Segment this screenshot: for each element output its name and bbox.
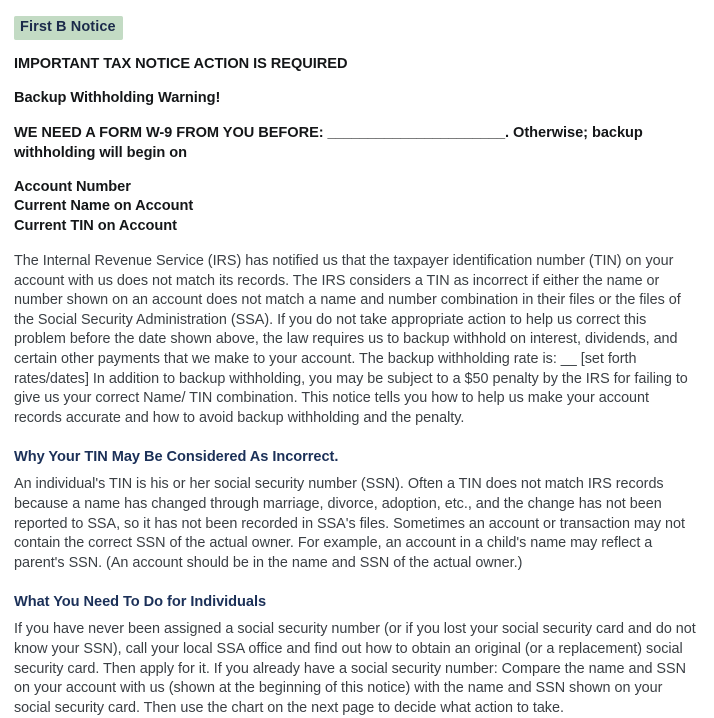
notice-headline: IMPORTANT TAX NOTICE ACTION IS REQUIRED <box>14 55 348 72</box>
intro-paragraph: The Internal Revenue Service (IRS) has notified us that the taxpayer identification number (TIN) on your account with us does not match its records. The IRS considers a TIN as incorrect if either the name or number shown on an account does not match a name and number combination in their files or the files of the Social Security Administration (SSA). If you do not take appropriate action to help us correct this problem before the date shown above, the law requires us to backup withhold on interest, dividends, and certain other payments that we make to your account. The backup withholding rate is: __ [set forth rates/dates] In addition to backup withholding, you may be subject to a $50 penalty by the IRS for failing to give us your correct Name/ TIN combination. This notice tells you how to help us make your account records accurate and how to avoid backup withholding and the penalty. <box>14 253 688 426</box>
first-b-notice-badge: First B Notice <box>14 16 123 40</box>
current-name-on-account-label: Current Name on Account <box>14 198 194 214</box>
form-w9-request-line: WE NEED A FORM W-9 FROM YOU BEFORE: ______________________. Otherwise; backup withholding will begin on <box>14 124 643 161</box>
section-heading-what-you-need-to-do: What You Need To Do for Individuals <box>14 594 267 611</box>
account-fields-block <box>14 178 700 237</box>
badge-row <box>14 16 700 40</box>
backup-withholding-warning: Backup Withholding Warning! <box>14 89 221 106</box>
section-body-what-you-need-to-do: If you have never been assigned a social security number (or if you lost your social security card and do not know your SSN), call your local SSA office and find out how to obtain an original (or a replacement) social security card. Then apply for it. If you already have a social security number: Compare the name and SSN on your account with us (shown at the beginning of this notice) with the name and SSN shown on your social security card. Then use the chart on the next page to decide what action to take. <box>14 621 696 716</box>
account-number-label: Account Number <box>14 178 131 195</box>
section-body-why-tin-incorrect: An individual's TIN is his or her social security number (SSN). Often a TIN does not match IRS records because a name has changed through marriage, divorce, adoption, etc., and the change has not been reported to SSA, so it has not been recorded in SSA's files. Sometimes an account or transaction may not contain the correct SSN of the actual owner. For example, an account in a child's name may reflect a parent's SSN. (An account should be in the name and SSN of the actual owner.) <box>14 476 685 571</box>
current-tin-on-account-label: Current TIN on Account <box>14 217 177 234</box>
section-heading-why-tin-incorrect: Why Your TIN May Be Considered As Incorrect. <box>14 449 339 466</box>
